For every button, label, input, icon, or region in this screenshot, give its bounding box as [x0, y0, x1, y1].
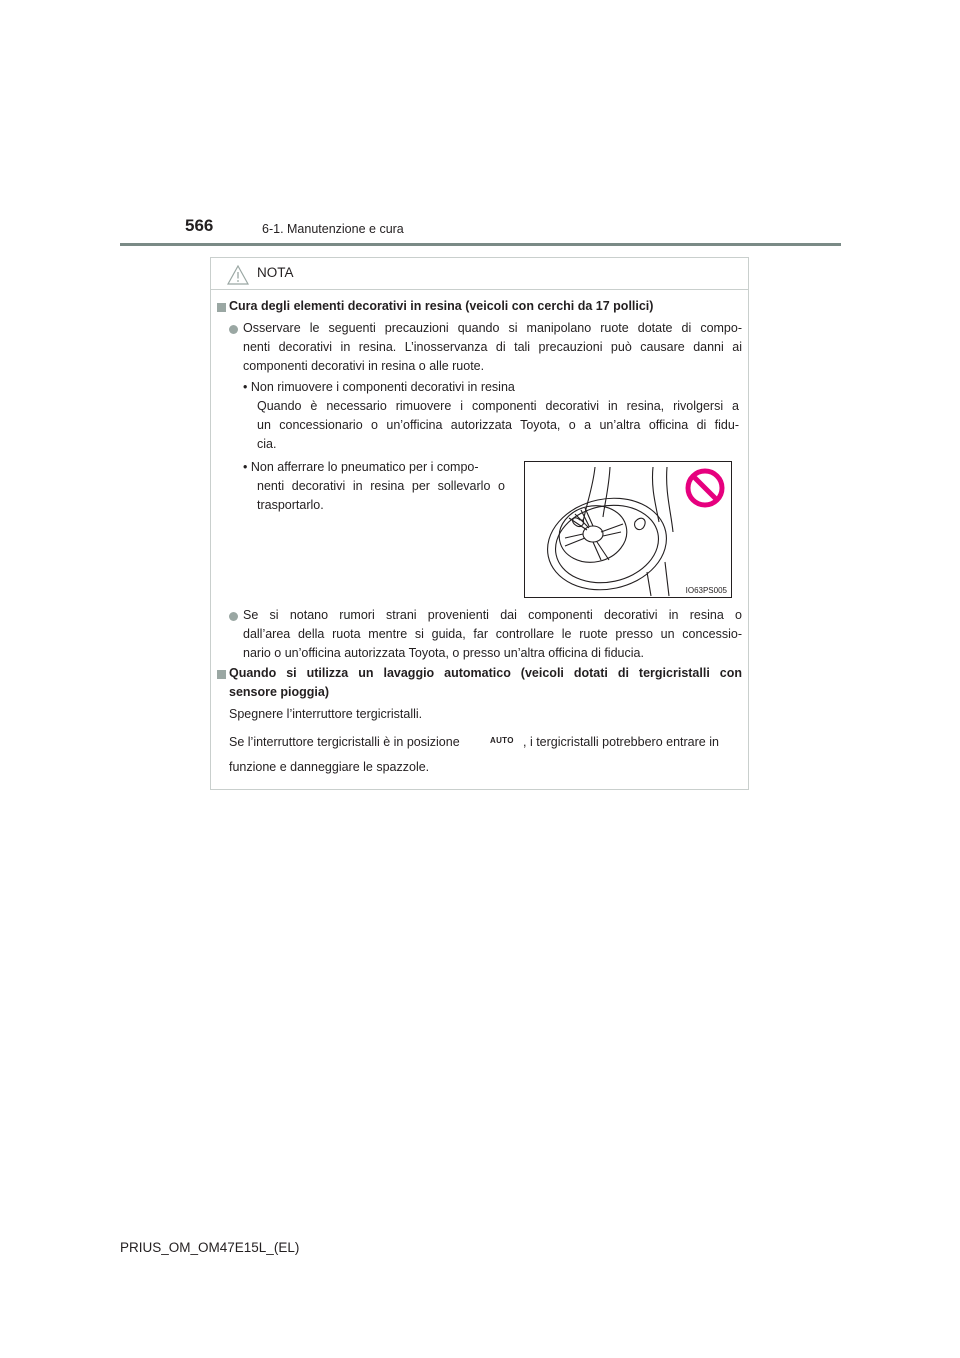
document-code: PRIUS_OM_OM47E15L_(EL)	[120, 1240, 300, 1255]
prohibition-icon	[685, 468, 725, 508]
sub1-line1: Quando è necessario rimuovere i componenti decorativi in resina, rivolgersi a	[257, 399, 739, 413]
car-wash-para1: Spegnere l’interruttore tergicristalli.	[229, 707, 423, 721]
figure-code: IO63PS005	[685, 586, 727, 595]
car-wash-para2-end: , i tergicristalli potrebbero entrare in	[523, 735, 719, 749]
heading-resin-care: Cura degli elementi decorativi in resina (veicoli con cerchi da 17 pollici)	[229, 299, 654, 313]
note-title: NOTA	[257, 265, 294, 280]
page-number: 566	[185, 216, 214, 235]
bullet1-line1: Osservare le seguenti precauzioni quando si manipolano ruote dotate di compo-	[243, 321, 742, 335]
round-bullet-icon	[229, 612, 238, 621]
section-title: 6-1. Manutenzione e cura	[262, 222, 404, 236]
car-wash-para2-start: Se l’interruttore tergicristalli è in posizione	[229, 735, 460, 749]
heading-car-wash-line1: Quando si utilizza un lavaggio automatico (veicoli dotati di tergicristalli con	[229, 666, 742, 680]
bullet1-line2: nenti decorativi in resina. L’inosservanza di tali precauzioni può causare danni ai	[243, 340, 742, 354]
sub2-line2: nenti decorativi in resina per sollevarlo o	[257, 479, 505, 493]
square-bullet-icon	[217, 670, 226, 679]
sub2-line3: trasportarlo.	[257, 498, 324, 512]
warning-triangle-icon	[227, 265, 249, 285]
sub1-title: • Non rimuovere i componenti decorativi in resina	[243, 380, 515, 394]
bullet2-line1: Se si notano rumori strani provenienti dai componenti decorativi in resina o	[243, 608, 742, 622]
round-bullet-icon	[229, 325, 238, 334]
bullet2-line3: nario o un’officina autorizzata Toyota, o presso un’altra officina di fiducia.	[243, 646, 644, 660]
sub1-line3: cia.	[257, 437, 277, 451]
auto-position-label: AUTO	[490, 736, 514, 745]
bullet1-line3: componenti decorativi in resina o alle ruote.	[243, 359, 485, 373]
heading-car-wash-line2: sensore pioggia)	[229, 685, 330, 699]
bullet2-line2: dall’area della ruota mentre si guida, far controllare le ruote presso un concessio-	[243, 627, 742, 641]
sub1-line2: un concessionario o un’officina autorizzata Toyota, o a un’altra officina di fidu-	[257, 418, 739, 432]
car-wash-para2-line2: funzione e danneggiare le spazzole.	[229, 760, 430, 774]
sub2-line1: • Non afferrare lo pneumatico per i compo-	[243, 460, 479, 474]
header-rule	[120, 243, 841, 246]
note-header	[211, 258, 748, 290]
tire-illustration	[524, 461, 732, 598]
square-bullet-icon	[217, 303, 226, 312]
